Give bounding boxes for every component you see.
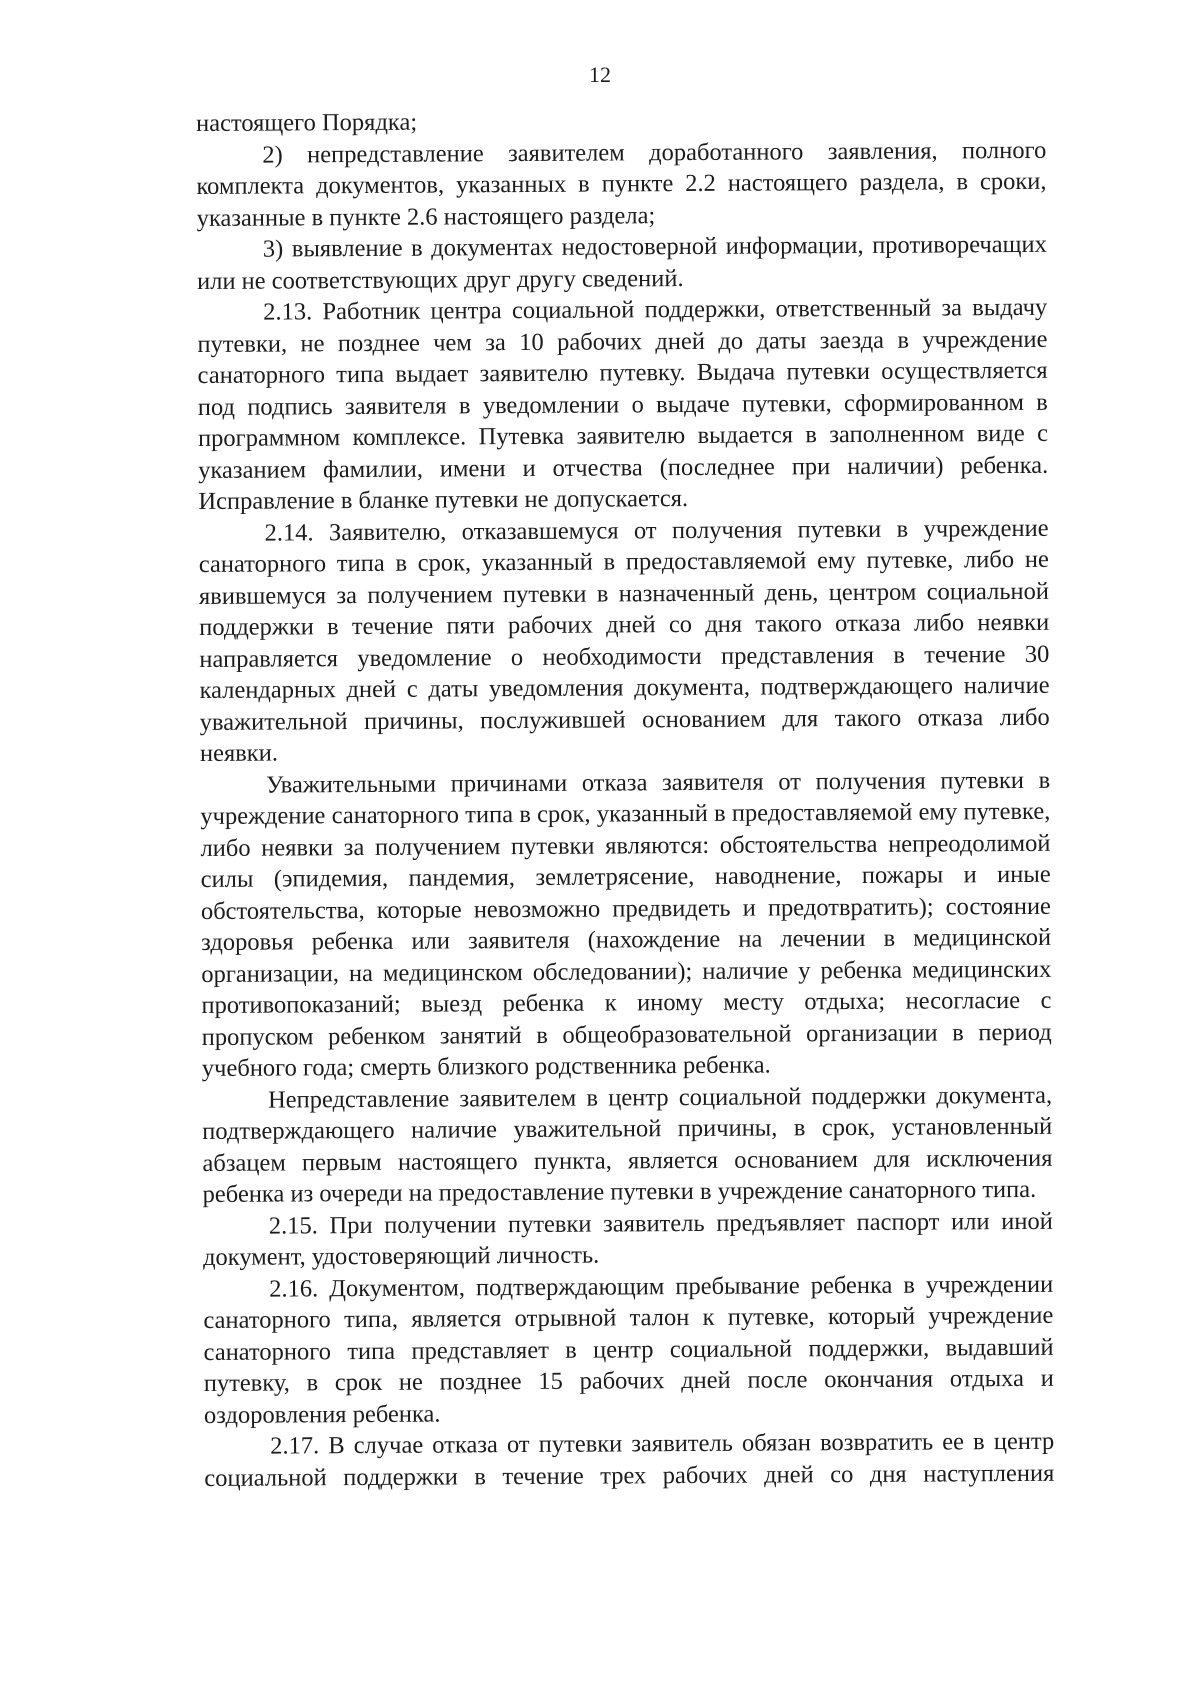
paragraph-2-15: 2.15. При получении путевки заявитель предъявляет паспорт или иной документ, удостоверяющий личность.	[202, 1207, 1053, 1271]
paragraph-2-14: 2.14. Заявителю, отказавшемуся от получения путевки в учреждение санаторного типа в срок, указанный в предоставляемой ему путевке, либо не явившемуся за получением путевки в назначенный день, центром социальной поддержки в течение пяти рабочих дней со дня такого отказа либо неявки направляется уведомление о необходимости представления в течение 30 календарных дней с даты уведомления документа, подтверждающего наличие уважительной причины, послужившей основанием для такого отказа либо неявки.	[198, 514, 1050, 767]
paragraph-non-submission: Непредставление заявителем в центр социальной поддержки документа, подтверждающего наличие уважительной причины, в срок, установленный абзацем первым настоящего пункта, является основанием для исключения ребенка из очереди на предоставление путевки в учреждение санаторного типа.	[202, 1081, 1053, 1208]
paragraph-item-3: 3) выявление в документах недостоверной информации, противоречащих или не соответствующих друг другу сведений.	[196, 230, 1047, 295]
paragraph-2-13: 2.13. Работник центра социальной поддержки, ответственный за выдачу путевки, не позднее чем за 10 рабочих дней до даты заезда в учреждение санаторного типа выдает заявителю путевку. Выдача путевки осуществляется под подпись заявителя в уведомлении о выдаче путевки, сформированном в программном комплексе. Путевка заявителю выдается в заполненном виде с указанием фамилии, имени и отчества (последнее при наличии) ребенка. Исправление в бланке путевки не допускается.	[197, 293, 1049, 515]
paragraph-2-17: 2.17. В случае отказа от путевки заявитель обязан возвратить ее в центр социальной поддержки в течение трех рабочих дней со дня наступления	[204, 1427, 1055, 1492]
paragraph-continuation: настоящего Порядка;	[196, 108, 418, 137]
paragraph-2-16: 2.16. Документом, подтверждающим пребывание ребенка в учреждении санаторного типа, является отрывной талон к путевке, который учреждение санаторного типа представляет в центр социальной поддержки, выдавший путевку, в срок не позднее 15 рабочих дней после окончания отдыха и оздоровления ребенка.	[203, 1270, 1054, 1429]
paragraph-valid-reasons: Уважительными причинами отказа заявителя от получения путевки в учреждение санаторного типа в срок, указанный в предоставляемой ему путевке, либо неявки за получением путевки являются: обстоятельства непреодолимой силы (эпидемия, пандемия, землетрясение, наводнение, пожары и иные обстоятельства, которые невозможно предвидеть и предотвратить); состояние здоровья ребенка или заявителя (нахождение на лечении в медицинской организации, на медицинском обследовании); наличие у ребенка медицинских противопоказаний; выезд ребенка к иному месту отдыха; несогласие с пропуском ребенком занятий в общеобразовательной организации в период учебного года; смерть близкого родственника ребенка.	[200, 766, 1052, 1082]
document-body	[196, 103, 1054, 1494]
paragraph-item-2: 2) непредставление заявителем доработанного заявления, полного комплекта документов, указанных в пункте 2.2 настоящего раздела, в сроки, указанные в пункте 2.6 настоящего раздела;	[196, 136, 1047, 232]
page-number: 12	[589, 62, 611, 87]
